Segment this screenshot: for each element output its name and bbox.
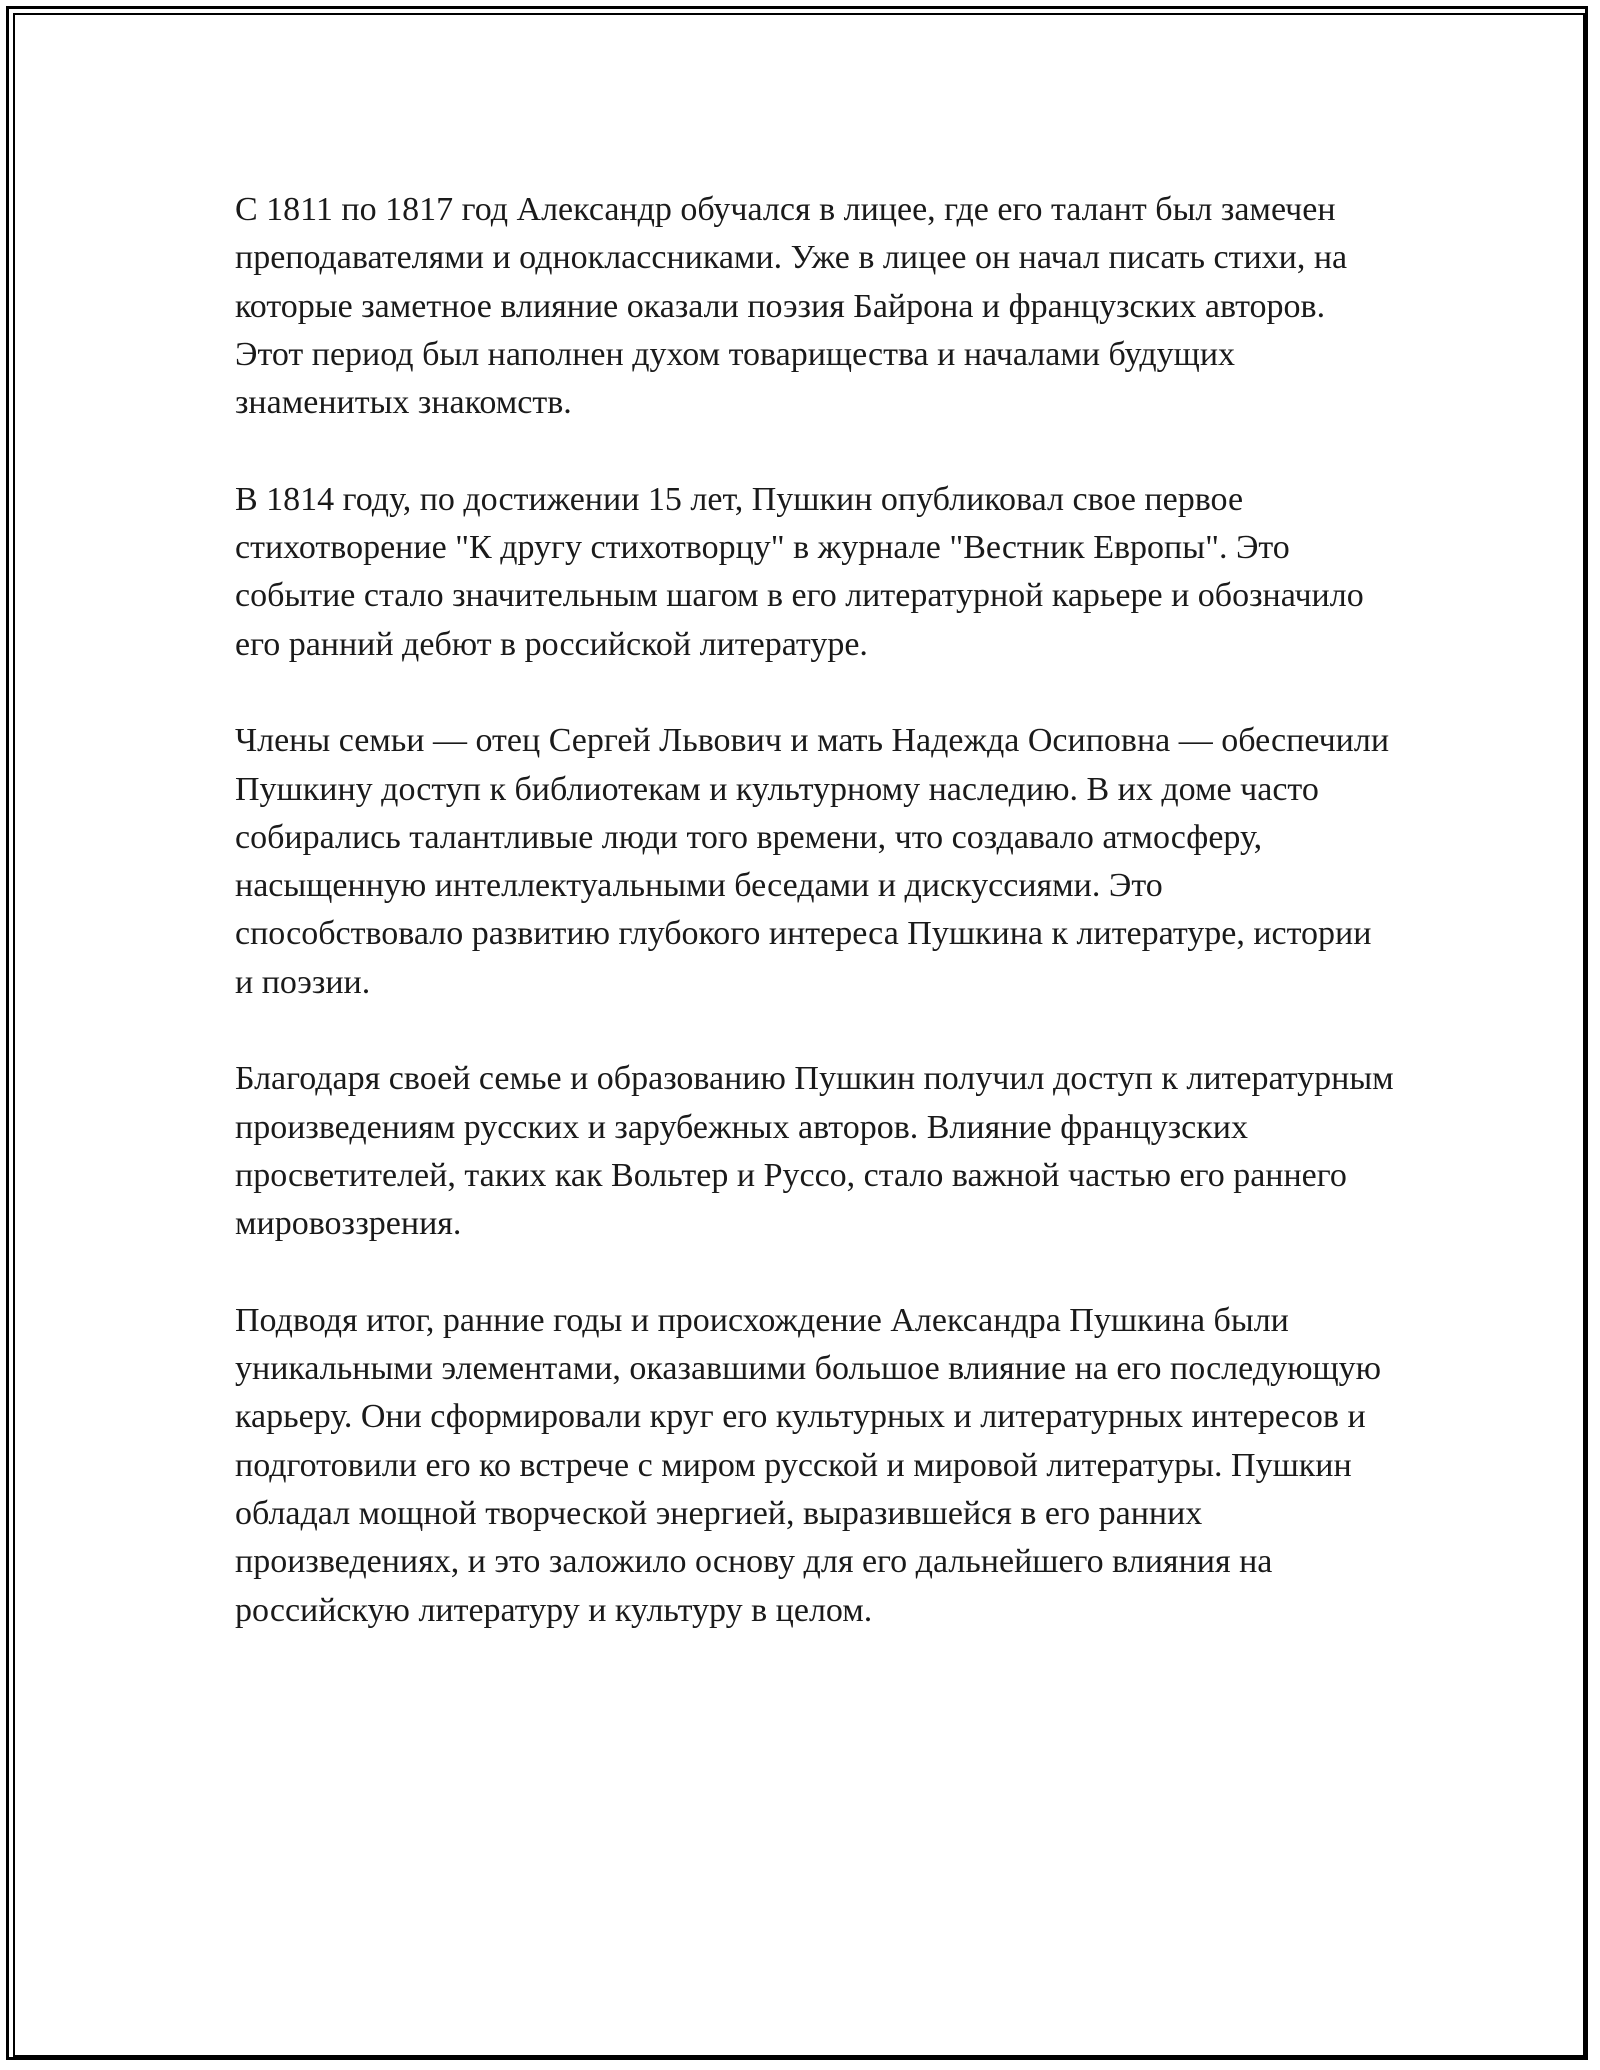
- paragraph-lyceum: С 1811 по 1817 год Александр обучался в лицее, где его талант был замечен преподавателями и одноклассниками. Уже в лицее он начал писать стихи, на которые заметное влияние оказали поэзия Байрона и французских авторов. Этот период был наполнен духом товарищества и началами будущих знаменитых знакомств.: [235, 191, 1348, 422]
- paragraph-education-influences: Благодаря своей семье и образованию Пушкин получил доступ к литературным произведениям русских и зарубежных авторов. Влияние французских просветителей, таких как Вольтер и Руссо, стало важной частью его раннего мировоззрения.: [235, 1060, 1394, 1243]
- paragraph-family: Члены семьи — отец Сергей Львович и мать Надежда Осиповна — обеспечили Пушкину доступ к библиотекам и культурному наследию. В их доме часто собирались талантливые люди того времени, что создавало атмосферу, насыщенную интеллектуальными беседами и дискуссиями. Это способствовало развитию глубокого интереса Пушкина к литературе, истории и поэзии.: [235, 722, 1390, 1001]
- paragraph-first-publication: В 1814 году, по достижении 15 лет, Пушкин опубликовал свое первое стихотворение "К другу стихотворцу" в журнале "Вестник Европы". Это событие стало значительным шагом в его литературной карьере и обозначило его ранний дебют в российской литературе.: [235, 480, 1364, 663]
- paragraph-summary: Подводя итог, ранние годы и происхождение Александра Пушкина были уникальными элементами, оказавшими большое влияние на его последующую карьеру. Они сформировали круг его культурных и литературных интересов и подготовили его ко встрече с миром русской и мировой литературы. Пушкин обладал мощной творческой энергией, выразившейся в его ранних произведениях, и это заложило основу для его дальнейшего влияния на российскую литературу и культуру в целом.: [235, 1301, 1382, 1629]
- document-body: [235, 186, 1395, 1683]
